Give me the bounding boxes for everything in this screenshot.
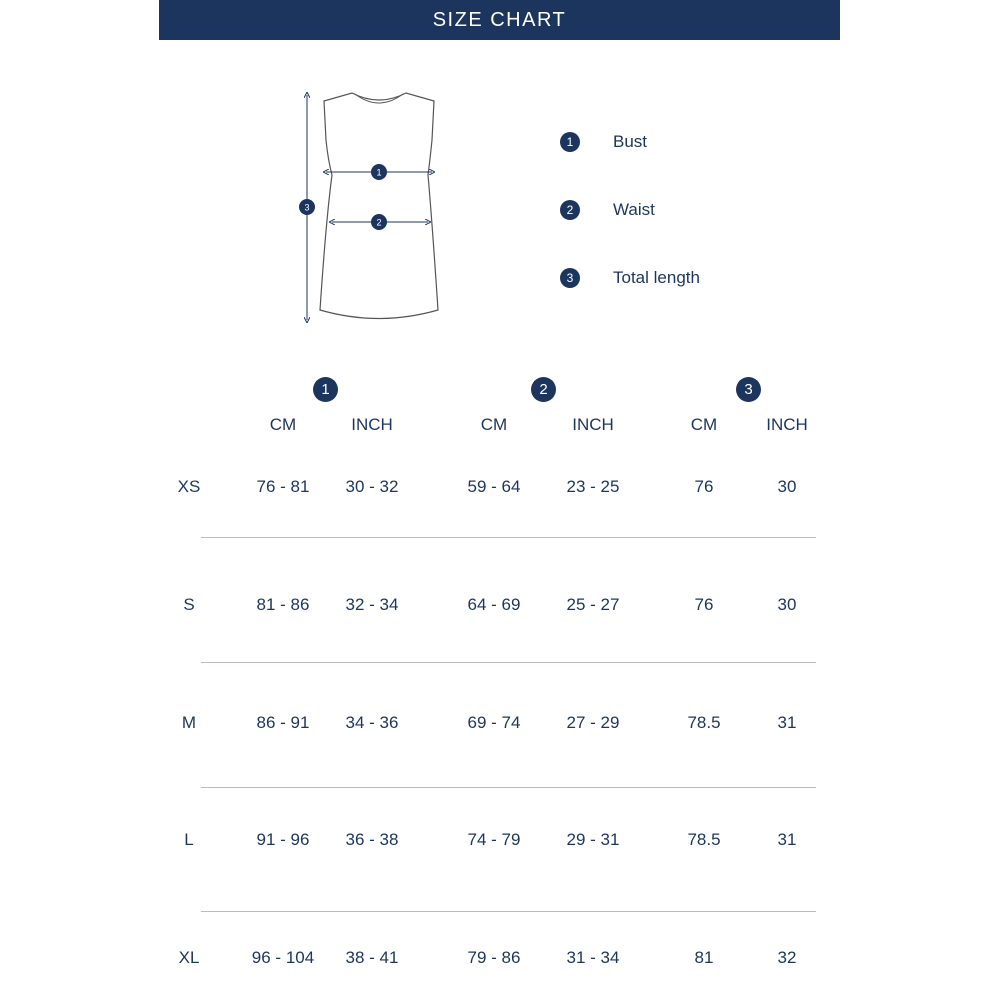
table-cell: 91 - 96 bbox=[256, 830, 310, 849]
length-number-badge: 3 bbox=[560, 268, 580, 288]
table-cell: 69 - 74 bbox=[467, 713, 521, 732]
length-marker bbox=[299, 199, 315, 215]
bust-number-badge: 1 bbox=[560, 132, 580, 152]
size-label: XL bbox=[178, 948, 200, 967]
table-cell: 96 - 104 bbox=[251, 948, 315, 967]
column-header-inch: INCH bbox=[572, 415, 614, 434]
table-cell: 76 - 81 bbox=[256, 477, 310, 496]
legend-label: Total length bbox=[613, 268, 700, 287]
dress-outline bbox=[320, 93, 438, 319]
legend-item-bust bbox=[560, 132, 647, 152]
table-cell: 64 - 69 bbox=[467, 595, 521, 614]
size-label: XS bbox=[177, 477, 201, 496]
table-cell: 23 - 25 bbox=[566, 477, 620, 496]
length-group-badge: 3 bbox=[736, 377, 761, 402]
column-header-inch: INCH bbox=[351, 415, 393, 434]
waist-group-badge: 2 bbox=[531, 377, 556, 402]
row-divider bbox=[201, 537, 816, 538]
table-cell: 32 - 34 bbox=[345, 595, 399, 614]
bust-marker bbox=[371, 164, 387, 180]
column-header-cm: CM bbox=[480, 415, 508, 434]
table-cell: 30 bbox=[777, 477, 797, 496]
table-cell: 76 bbox=[694, 595, 714, 614]
table-cell: 86 - 91 bbox=[256, 713, 310, 732]
legend-item-total-length bbox=[560, 268, 700, 288]
table-cell: 34 - 36 bbox=[345, 713, 399, 732]
size-label: L bbox=[184, 830, 194, 849]
measurement-legend bbox=[560, 125, 820, 305]
waist-marker bbox=[371, 214, 387, 230]
waist-number-badge: 2 bbox=[560, 200, 580, 220]
row-divider bbox=[201, 911, 816, 912]
table-cell: 31 - 34 bbox=[566, 948, 620, 967]
table-cell: 27 - 29 bbox=[566, 713, 620, 732]
table-cell: 30 bbox=[777, 595, 797, 614]
size-label: M bbox=[181, 713, 197, 732]
legend-label: Bust bbox=[613, 132, 648, 151]
table-cell: 32 bbox=[777, 948, 797, 967]
row-divider bbox=[201, 662, 816, 663]
svg-text:2: 2 bbox=[376, 217, 382, 228]
size-chart-header bbox=[159, 0, 840, 40]
svg-text:3: 3 bbox=[304, 202, 310, 213]
table-cell: 78.5 bbox=[687, 713, 721, 732]
table-cell: 81 bbox=[694, 948, 714, 967]
page-title: SIZE CHART bbox=[432, 8, 567, 31]
table-cell: 81 - 86 bbox=[256, 595, 310, 614]
table-cell: 78.5 bbox=[687, 830, 721, 849]
bust-group-badge: 1 bbox=[313, 377, 338, 402]
table-cell: 31 bbox=[777, 830, 797, 849]
table-cell: 30 - 32 bbox=[345, 477, 399, 496]
table-cell: 79 - 86 bbox=[467, 948, 521, 967]
table-cell: 38 - 41 bbox=[345, 948, 399, 967]
dress-diagram bbox=[290, 85, 450, 330]
column-header-inch: INCH bbox=[766, 415, 808, 434]
table-cell: 31 bbox=[777, 713, 797, 732]
table-cell: 36 - 38 bbox=[345, 830, 399, 849]
table-cell: 25 - 27 bbox=[566, 595, 620, 614]
table-cell: 76 bbox=[694, 477, 714, 496]
size-label: S bbox=[183, 595, 195, 614]
svg-text:1: 1 bbox=[376, 167, 382, 178]
column-header-cm: CM bbox=[269, 415, 297, 434]
column-header-cm: CM bbox=[690, 415, 718, 434]
row-divider bbox=[201, 787, 816, 788]
table-cell: 74 - 79 bbox=[467, 830, 521, 849]
legend-item-waist bbox=[560, 200, 655, 220]
legend-label: Waist bbox=[613, 200, 655, 219]
table-cell: 59 - 64 bbox=[467, 477, 521, 496]
table-cell: 29 - 31 bbox=[566, 830, 620, 849]
